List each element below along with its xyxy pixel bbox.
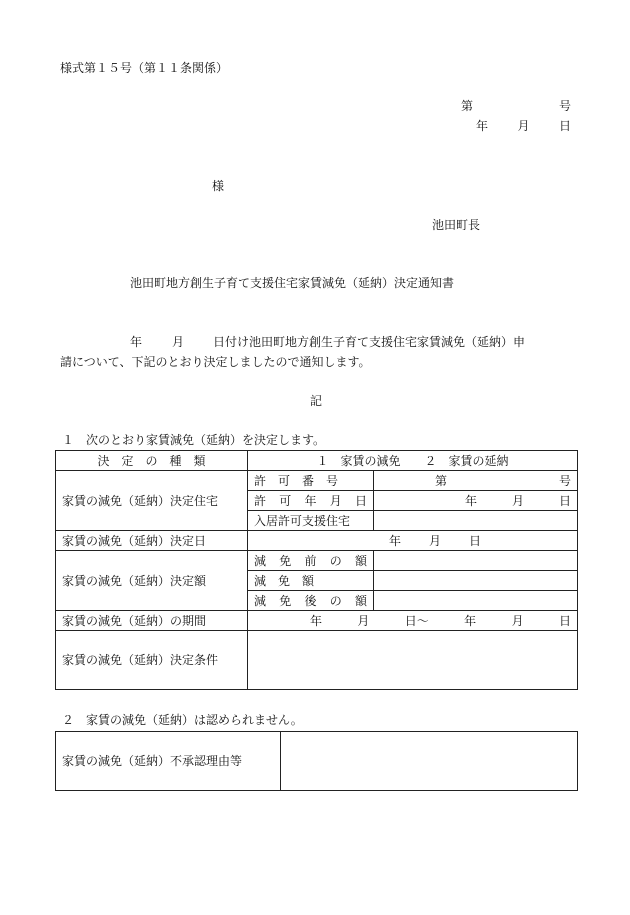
before-value[interactable] (374, 551, 578, 571)
table-row (56, 551, 578, 571)
conditions-value[interactable] (248, 631, 578, 690)
period-year1: 年 (310, 613, 323, 628)
period-label: 家賃の減免（延納）の期間 (56, 611, 248, 631)
after-label-text: 減 免 後 の 額 (254, 593, 367, 608)
permit-no-label: 許 可 番 号 (248, 471, 374, 491)
permit-date-label-text: 許 可 年 月 日 (254, 493, 367, 508)
table-row (56, 732, 578, 791)
issuer-title: 池田町長 (432, 218, 481, 232)
decision-date-year: 年 (389, 533, 402, 548)
doc-number-dai: 第 (461, 99, 474, 113)
form-number: 様式第１５号（第１１条関係） (60, 61, 229, 75)
doc-number-go: 号 (558, 99, 571, 113)
housing-label: 家賃の減免（延納）決定住宅 (56, 471, 248, 531)
reduction-label: 減 免 額 (248, 571, 374, 591)
table-row (56, 631, 578, 690)
period-month2: 月 (511, 613, 524, 628)
permit-date-month: 月 (512, 493, 525, 508)
type-value: １ 家賃の減免 ２ 家賃の延納 (248, 451, 578, 471)
permit-date-label (248, 491, 374, 511)
date-year: 年 (476, 119, 489, 133)
ki-label: 記 (310, 394, 323, 408)
table-row (56, 611, 578, 631)
table-row (56, 471, 578, 491)
residence-label: 入居許可支援住宅 (248, 511, 374, 531)
decision-date-value[interactable] (248, 531, 578, 551)
date-day: 日 (558, 119, 571, 133)
decision-date-month: 月 (429, 533, 442, 548)
reason-label: 家賃の減免（延納）不承認理由等 (56, 732, 281, 791)
table-row (56, 531, 578, 551)
before-label (248, 551, 374, 571)
document-date (476, 118, 571, 134)
section2-heading: ２ 家賃の減免（延納）は認められません。 (62, 713, 303, 727)
period-day2: 日 (558, 613, 571, 628)
period-day1: 日～ (404, 613, 429, 628)
type-label: 決 定 の 種 類 (56, 451, 248, 471)
addressee-sama: 様 (212, 179, 225, 193)
section1-heading: １ 次のとおり家賃減免（延納）を決定します。 (62, 433, 326, 447)
intro-year: 年 (130, 335, 143, 349)
after-label (248, 591, 374, 611)
period-year2: 年 (464, 613, 477, 628)
residence-value[interactable] (374, 511, 578, 531)
permit-no-value[interactable] (374, 471, 578, 491)
intro-month: 月 (172, 335, 185, 349)
permit-date-value[interactable] (374, 491, 578, 511)
decision-table (55, 450, 578, 690)
permit-no-dai: 第 (435, 473, 448, 488)
before-label-text: 減 免 前 の 額 (254, 553, 367, 568)
intro-line1: 日付け池田町地方創生子育て支援住宅家賃減免（延納）申 (213, 335, 526, 349)
intro-line2: 請について、下記のとおり決定しましたので通知します。 (60, 355, 371, 369)
date-month: 月 (517, 119, 530, 133)
conditions-label: 家賃の減免（延納）決定条件 (56, 631, 248, 690)
after-value[interactable] (374, 591, 578, 611)
document-title: 池田町地方創生子育て支援住宅家賃減免（延納）決定通知書 (130, 276, 455, 290)
permit-no-go: 号 (559, 473, 572, 488)
table-row (56, 451, 578, 471)
reduction-value[interactable] (374, 571, 578, 591)
permit-date-day: 日 (559, 493, 572, 508)
period-value[interactable] (248, 611, 578, 631)
permit-date-year: 年 (465, 493, 478, 508)
rejection-table (55, 731, 578, 791)
reason-value[interactable] (281, 732, 578, 791)
decision-date-label: 家賃の減免（延納）決定日 (56, 531, 248, 551)
document-number (461, 98, 571, 114)
amount-label: 家賃の減免（延納）決定額 (56, 551, 248, 611)
period-month1: 月 (357, 613, 370, 628)
decision-date-day: 日 (469, 533, 482, 548)
